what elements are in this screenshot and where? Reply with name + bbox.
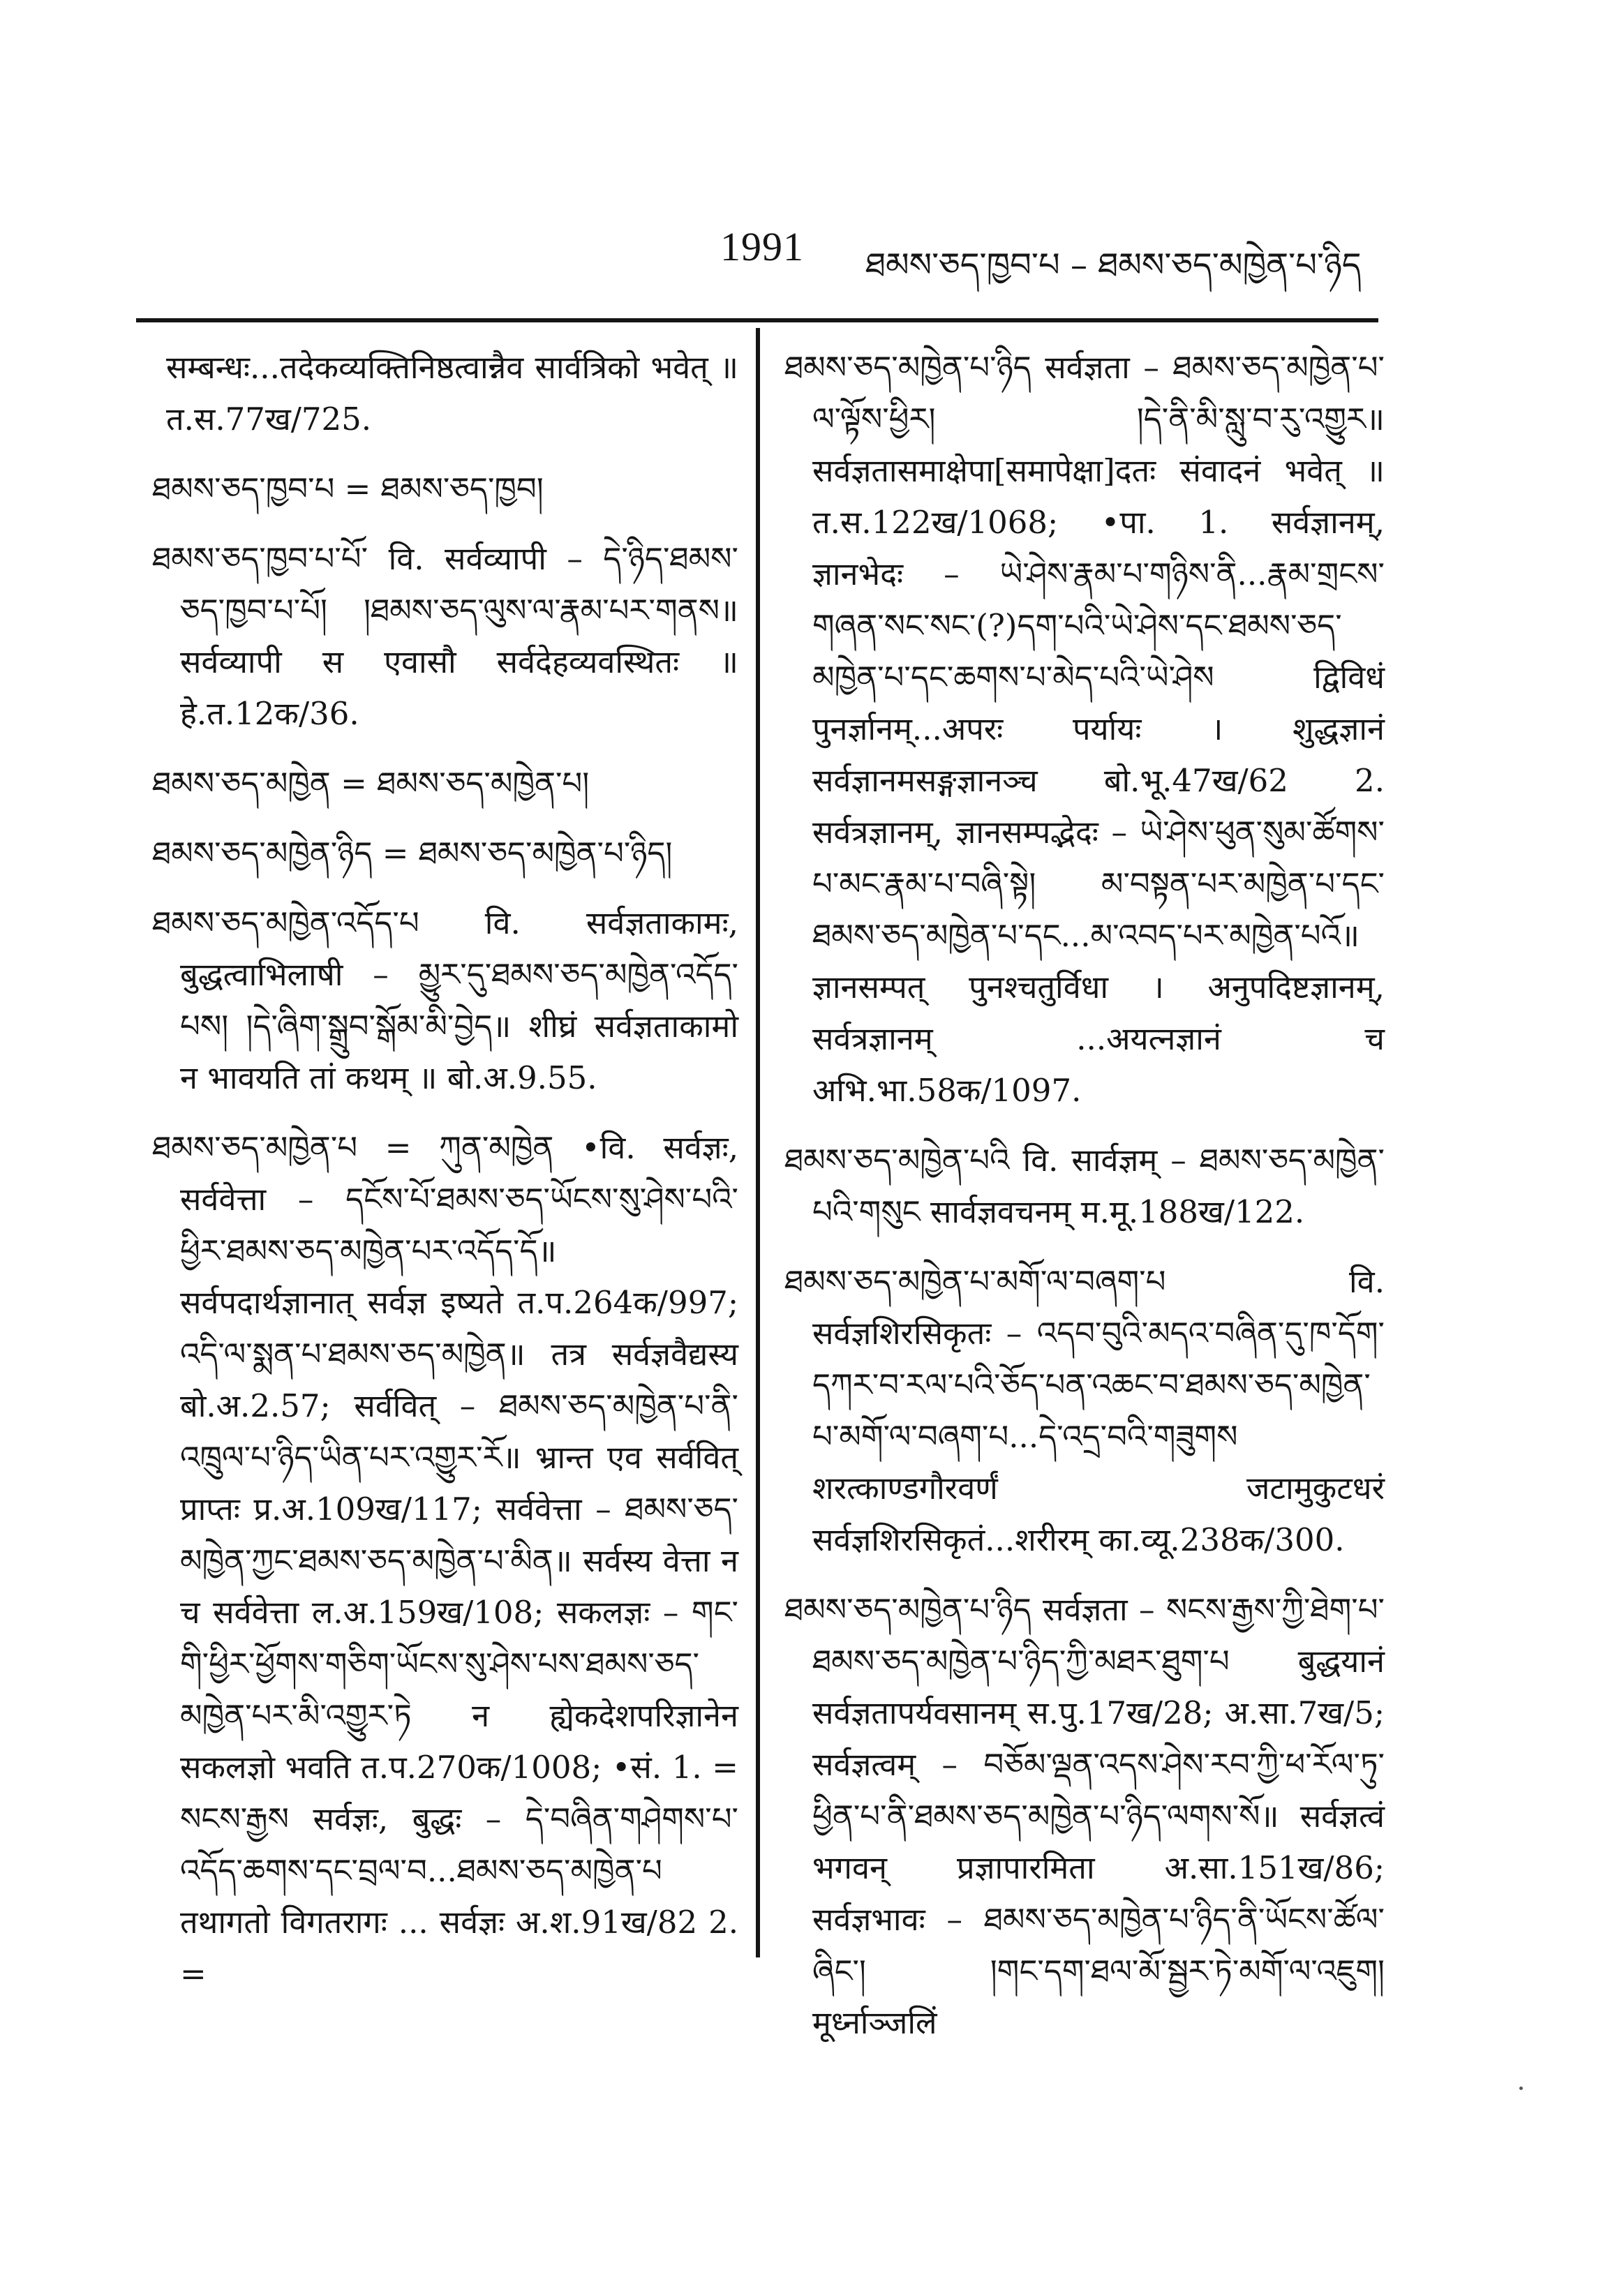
dictionary-entry: ཐམས་ཅད་མཁྱེན་པ་ཉིད सर्वज्ञता – ཐམས་ཅད་མཁྱེན་པ་ལ་ལྟོས་ཕྱིར། །དེ་ནི་མི་སླུ་བ་རུ་འགྱུར॥ सर्वज्ञतासमाक्षेपा[समापेक्षा]दतः संवादनं भवेत् ॥ त.स.122ख/1068; •पा. 1. सर्वज्ञानम्, ज्ञानभेदः – ཡེ་ཤེས་རྣམ་པ་གཉིས་ནི...རྣམ་གྲངས་གཞན་སང་སང་(?)དག་པའི་ཡེ་ཤེས་དང་ཐམས་ཅད་མཁྱེན་པ་དང་ཆགས་པ་མེད་པའི་ཡེ་ཤེས द्विविधं पुनर्ज्ञानम्...अपरः पर्यायः । शुद्धज्ञानं सर्वज्ञानमसङ्गज्ञानञ्च बो.भू.47ख/62 2. सर्वत्रज्ञानम्, ज्ञानसम्पद्भेदः – ཡེ་ཤེས་ཕུན་སུམ་ཚོགས་པ་མང་རྣམ་པ་བཞི་སྟེ། མ་བསྟན་པར་མཁྱེན་པ་དང་ཐམས་ཅད་མཁྱེན་པ་དང...མ་འབད་པར་མཁྱེན་པའོ॥ ज्ञानसम्पत् पुनश्चतुर्विधा । अनुपदिष्टज्ञानम्, सर्वत्रज्ञानम् ...अयत्नज्ञानं च अभि.भा.58क/1097. xyxy=(784,349,1385,1109)
dictionary-entry: ཐམས་ཅད་མཁྱེན་ཉིད = ཐམས་ཅད་མཁྱེན་པ་ཉིད། xyxy=(152,835,673,872)
right-column xyxy=(784,342,1385,2067)
dictionary-entry: ཐམས་ཅད་ཁྱབ་པ་པོ་ वि. सर्वव्यापी – དེ་ཉིད་ཐམས་ཅད་ཁྱབ་པ་པོ། །ཐམས་ཅད་ལུས་ལ་རྣམ་པར་གནས॥ सर्वव्यापी स एवासौ सर्वदेहव्यवस्थितः ॥ हे.त.12क/36. xyxy=(152,540,738,732)
running-head: ཐམས་ཅད་ཁྱབ་པ – ཐམས་ཅད་མཁྱེན་པ་ཉིད xyxy=(865,246,1362,285)
dictionary-entry: सम्बन्धः...तदेकव्यक्तिनिष्ठत्वान्नैव सार्वत्रिको भवेत् ॥ त.स.77ख/725. xyxy=(166,349,738,438)
left-column xyxy=(152,342,738,2018)
dictionary-entry: ཐམས་ཅད་མཁྱེན་འདོད་པ वि. सर्वज्ञताकामः, बुद्धत्वाभिलाषी – མྱུར་དུ་ཐམས་ཅད་མཁྱེན་འདོད་པས། །དེ་ཞིག་སྒྲུབ་སྒོམ་མི་བྱེད॥ शीघ्रं सर्वज्ञताकामो न भावयति तां कथम् ॥ बो.अ.9.55. xyxy=(152,904,738,1096)
page-number: 1991 xyxy=(720,224,804,269)
dictionary-entry: ཐམས་ཅད་མཁྱེན་པ = ཀུན་མཁྱེན •वि. सर्वज्ञः, सर्ववेत्ता – དངོས་པོ་ཐམས་ཅད་ཡོངས་སུ་ཤེས་པའི་ཕྱིར་ཐམས་ཅད་མཁྱེན་པར་འདོད་དོ॥ सर्वपदार्थज्ञानात् सर्वज्ञ इष्यते त.प.264क/997; འདི་ལ་སྨན་པ་ཐམས་ཅད་མཁྱེན॥ तत्र सर्वज्ञवैद्यस्य बो.अ.2.57; सर्ववित् – ཐམས་ཅད་མཁྱེན་པ་ནི་འཁྲུལ་པ་ཉིད་ཡིན་པར་འགྱུར་རོ॥ भ्रान्त एव सर्ववित् प्राप्तः प्र.अ.109ख/117; सर्ववेत्ता – ཐམས་ཅད་མཁྱེན་ཀྱང་ཐམས་ཅད་མཁྱེན་པ་མིན॥ सर्वस्य वेत्ता न च सर्ववेत्ता ल.अ.159ख/108; सकलज्ञः – གང་གི་ཕྱིར་ཕྱོགས་གཅིག་ཡོངས་སུ་ཤེས་པས་ཐམས་ཅད་མཁྱེན་པར་མི་འགྱུར་ཏེ न ह्येकदेशपरिज्ञानेन सकलज्ञो भवति त.प.270क/1008; •सं. 1. = སངས་རྒྱས सर्वज्ञः, बुद्धः – དེ་བཞིན་གཤེགས་པ་འདོད་ཆགས་དང་བྲལ་བ...ཐམས་ཅད་མཁྱེན་པ तथागतो विगतरागः ... सर्वज्ञः अ.श.91ख/82 2. = xyxy=(152,1129,738,1992)
dictionary-entry: ཐམས་ཅད་མཁྱེན་པ་ཉིད सर्वज्ञता – སངས་རྒྱས་ཀྱི་ཐེག་པ་ཐམས་ཅད་མཁྱེན་པ་ཉིད་ཀྱི་མཐར་ཐུག་པ बुद्धयानं सर्वज्ञतापर्यवसानम् स.पु.17ख/28; अ.सा.7ख/5; सर्वज्ञत्वम् – བཅོམ་ལྡན་འདས་ཤེས་རབ་ཀྱི་ཕ་རོལ་ཏུ་ཕྱིན་པ་ནི་ཐམས་ཅད་མཁྱེན་པ་ཉིད་ལགས་སོ॥ सर्वज्ञत्वं भगवन् प्रज्ञापारमिता अ.सा.151ख/86; सर्वज्ञभावः – ཐམས་ཅད་མཁྱེན་པ་ཉིད་ནི་ཡོངས་ཚོལ་ཞིང་། །གང་དག་ཐལ་མོ་སྦྱར་ཏེ་མགོ་ལ་འཇུག། मूर्ध्नाञ्जलिं xyxy=(784,1591,1385,2041)
scan-speck xyxy=(1519,2087,1523,2090)
header-rule xyxy=(136,318,1378,322)
dictionary-entry: ཐམས་ཅད་ཁྱབ་པ = ཐམས་ཅད་ཁྱབ། xyxy=(152,470,544,507)
dictionary-entry: ཐམས་ཅད་མཁྱེན་པ་མགོ་ལ་བཞག་པ वि. सर्वज्ञशिरसिकृतः – འདབ་བུའི་མདའ་བཞིན་དུ་ཁ་དོག་དཀར་བ་རལ་པའི་ཅོད་པན་འཆང་བ་ཐམས་ཅད་མཁྱེན་པ་མགོ་ལ་བཞག་པ...དེ་འདྲ་བའི་གཟུགས शरत्काण्डगौरवर्णं जटामुकुटधरं सर्वज्ञशिरसिकृतं...शरीरम् का.व्यू.238क/300. xyxy=(784,1263,1385,1558)
dictionary-entry: ཐམས་ཅད་མཁྱེན = ཐམས་ཅད་མཁྱེན་པ། xyxy=(152,765,590,802)
column-divider xyxy=(756,328,760,1957)
dictionary-entry: ཐམས་ཅད་མཁྱེན་པའི वि. सार्वज्ञम् – ཐམས་ཅད་མཁྱེན་པའི་གསུང सार्वज्ञवचनम् म.मू.188ख/122. xyxy=(784,1142,1385,1230)
